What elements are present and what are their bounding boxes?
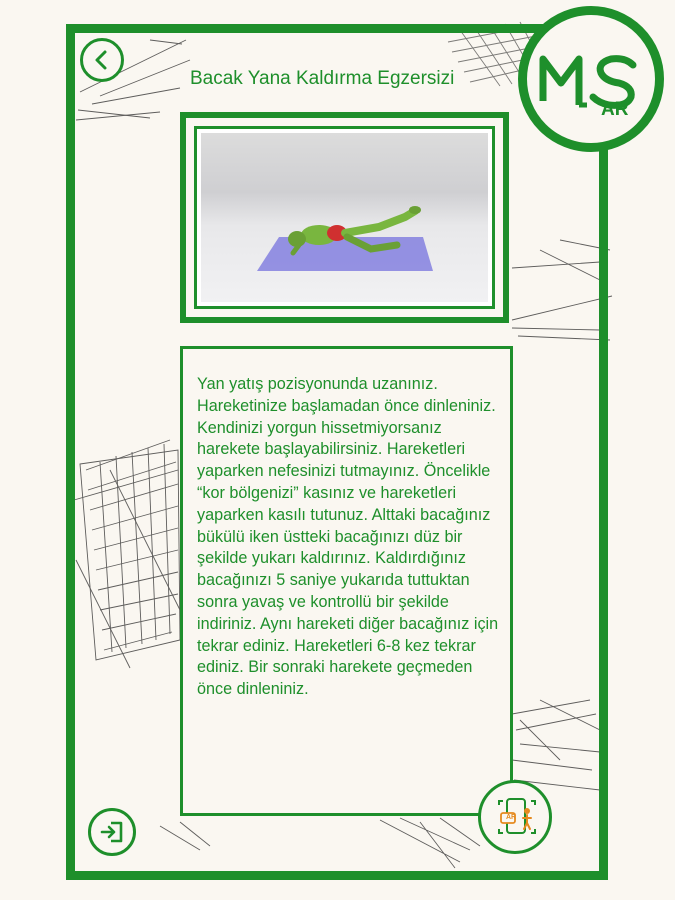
- exercise-video-border: [194, 126, 495, 309]
- exercise-video-frame: [180, 112, 509, 323]
- instructions-text: Yan yatış pozisyonunda uzanınız. Hareketinize başlamadan önce dinleniniz. Kendinizi yorgun hissetmiyorsanız harekete başlayabilirsiniz. Hareketleri yaparken nefesinizi tutmayınız. Öncelikle “kor bölgenizi” kasınız ve hareketleri yaparken kasılı tutunuz. Alttaki bacağınız bükülü iken üstteki bacağınızı düz bir şekilde yukarı kaldırınız. Kaldırdığınız bacağınızı 5 saniye yukarıda tuttuktan sonra yavaş ve kontrollü bir şekilde indiriniz. Aynı hareketi diğer bacağınız için tekrar ediniz. Hareketleri 6-8 kez tekrar ediniz. Bir sonraki harekete geçmeden önce dinleniniz.: [197, 375, 499, 699]
- page-title: Bacak Yana Kaldırma Egzersizi: [190, 68, 455, 89]
- logo: [518, 6, 664, 152]
- ar-icon-label: AR: [506, 814, 517, 821]
- logo-ms-mark: [527, 15, 655, 143]
- exercise-video[interactable]: [201, 133, 488, 302]
- exit-icon: [99, 819, 125, 845]
- exit-button[interactable]: [88, 808, 136, 856]
- back-button[interactable]: [80, 38, 124, 82]
- ar-camera-button[interactable]: [478, 780, 552, 854]
- instructions-panel: [180, 346, 513, 816]
- exercise-figure-illustration: [201, 133, 488, 302]
- logo-ar-text: AR: [601, 99, 629, 120]
- chevron-left-icon: [91, 49, 113, 71]
